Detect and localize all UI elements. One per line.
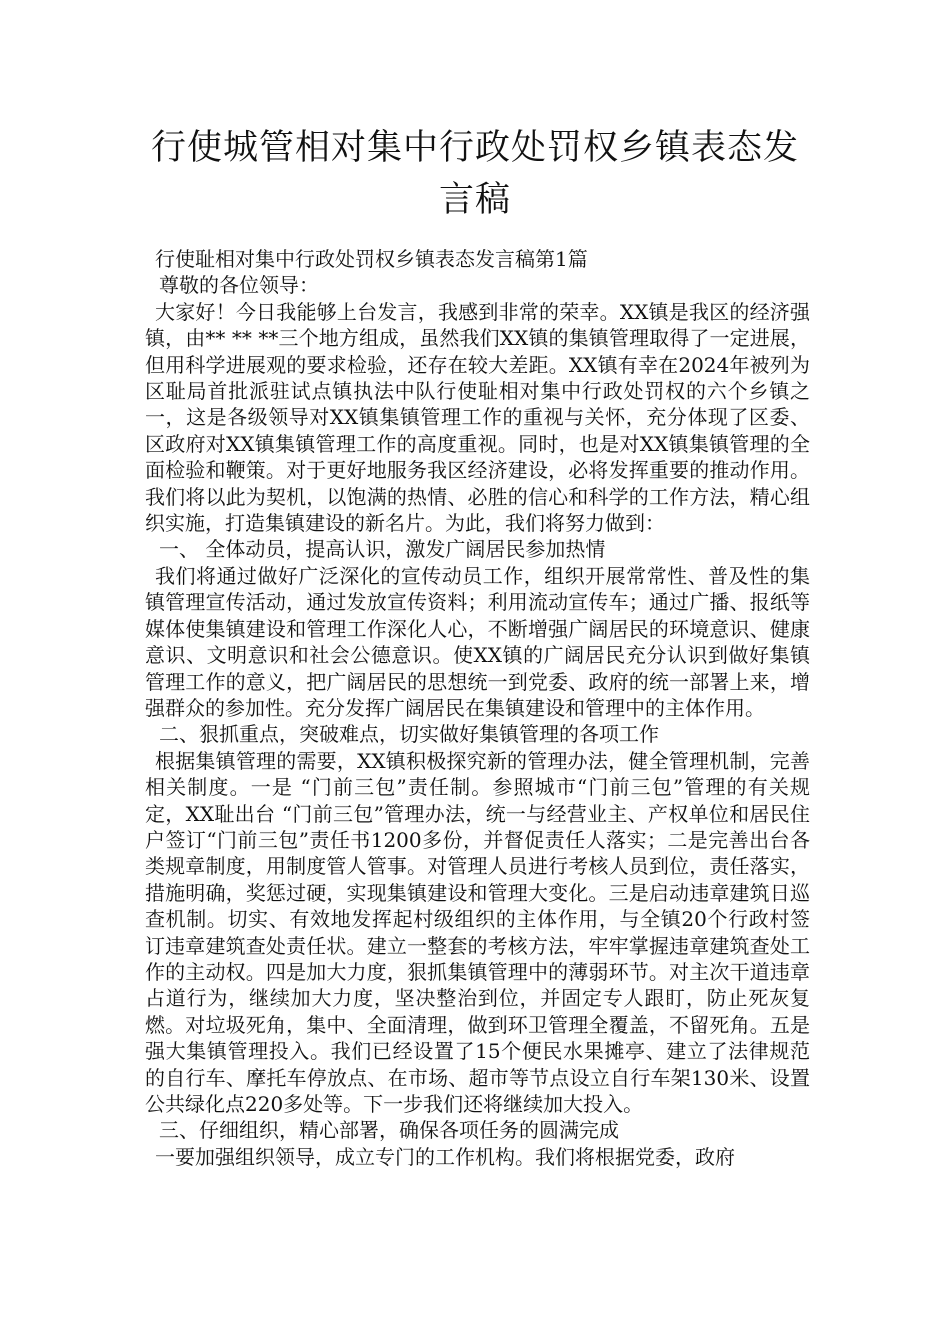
salutation: 尊敬的各位领导： xyxy=(159,273,319,298)
body-paragraph: 根据集镇管理的需要，XX镇积极探究新的管理办法，健全管理机制，完善相关制度。一是 “门前三包”责任制。参照城市“门前三包”管理的有关规定，XX耻出台 “门前三包”管理办法，统一与经营业主、产权单位和居民住户签订“门前三包”责任书1200多份，并督促责任人落实；二是完善出台各类规章制度，用制度管人管事。对管理人员进行考核人员到位，责任落实，措施明确，奖惩过硬，实现集镇建设和管理大变化。三是启动违章建筑日巡查机制。切实、有效地发挥起村级组织的主体作用，与全镇20个行政村签订违章建筑查处责任状。建立一整套的考核方法，牢牢掌握违章建筑查处工作的主动权。四是加大力度，狠抓集镇管理中的薄弱环节。对主次干道违章占道行为，继续加大力度，坚决整治到位，并固定专人跟盯，防止死灰复燃。对垃圾死角，集中、全面清理，做到环卫管理全覆盖，不留死角。五是强大集镇管理投入。我们已经设置了15个便民水果摊亭、建立了法律规范的自行车、摩托车停放点、在市场、超市等节点设立自行车架130米、设置公共绿化点220多处等。下一步我们还将继续加大投入。 xyxy=(145,748,810,1116)
section-heading: 行使耻相对集中行政处罚权乡镇表态发言稿第1篇 xyxy=(155,247,588,271)
body-paragraph: 一要加强组织领导，成立专门的工作机构。我们将根据党委，政府 xyxy=(155,1144,735,1169)
title-line-1: 行使城管相对集中行政处罚权乡镇表态发 xyxy=(150,128,799,168)
body-paragraph: 我们将通过做好广泛深化的宣传动员工作，组织开展常常性、普及性的集镇管理宣传活动，通过发放宣传资料；利用流动宣传车；通过广播、报纸等媒体使集镇建设和管理工作深化人心，不断增强广阔居民的环境意识、健康意识、文明意识和社会公德意识。使XX镇的广阔居民充分认识到做好集镇管理工作的意义，把广阔居民的思想统一到党委、政府的统一部署上来，增强群众的参加性。充分发挥广阔居民在集镇建设和管理中的主体作用。 xyxy=(145,563,810,720)
subheading: 二、狠抓重点，突破难点，切实做好集镇管理的各项工作 xyxy=(159,722,659,747)
subheading: 一、 全体动员，提高认识，激发广阔居民参加热情 xyxy=(159,537,606,562)
body-paragraph: 大家好！今日我能够上台发言，我感到非常的荣幸。XX镇是我区的经济强镇，由** ** **三个地方组成，虽然我们XX镇的集镇管理取得了一定进展，但用科学进展观的要求检验，还存在较大差距。XX镇有幸在2024年被列为区耻局首批派驻试点镇执法中队行使耻相对集中行政处罚权的六个乡镇之一，这是各级领导对XX镇集镇管理工作的重视与关怀，充分体现了区委、区政府对XX镇集镇管理工作的高度重视。同时，也是对XX镇集镇管理的全面检验和鞭策。对于更好地服务我区经济建设，必将发挥重要的推动作用。我们将以此为契机，以饱满的热情、必胜的信心和科学的工作方法，精心组织实施，打造集镇建设的新名片。为此，我们将努力做到： xyxy=(145,299,810,536)
document-title xyxy=(120,122,830,226)
subheading: 三、仔细组织，精心部署，确保各项任务的圆满完成 xyxy=(159,1118,619,1143)
document-body xyxy=(145,246,810,1170)
title-line-2: 言稿 xyxy=(438,180,511,220)
